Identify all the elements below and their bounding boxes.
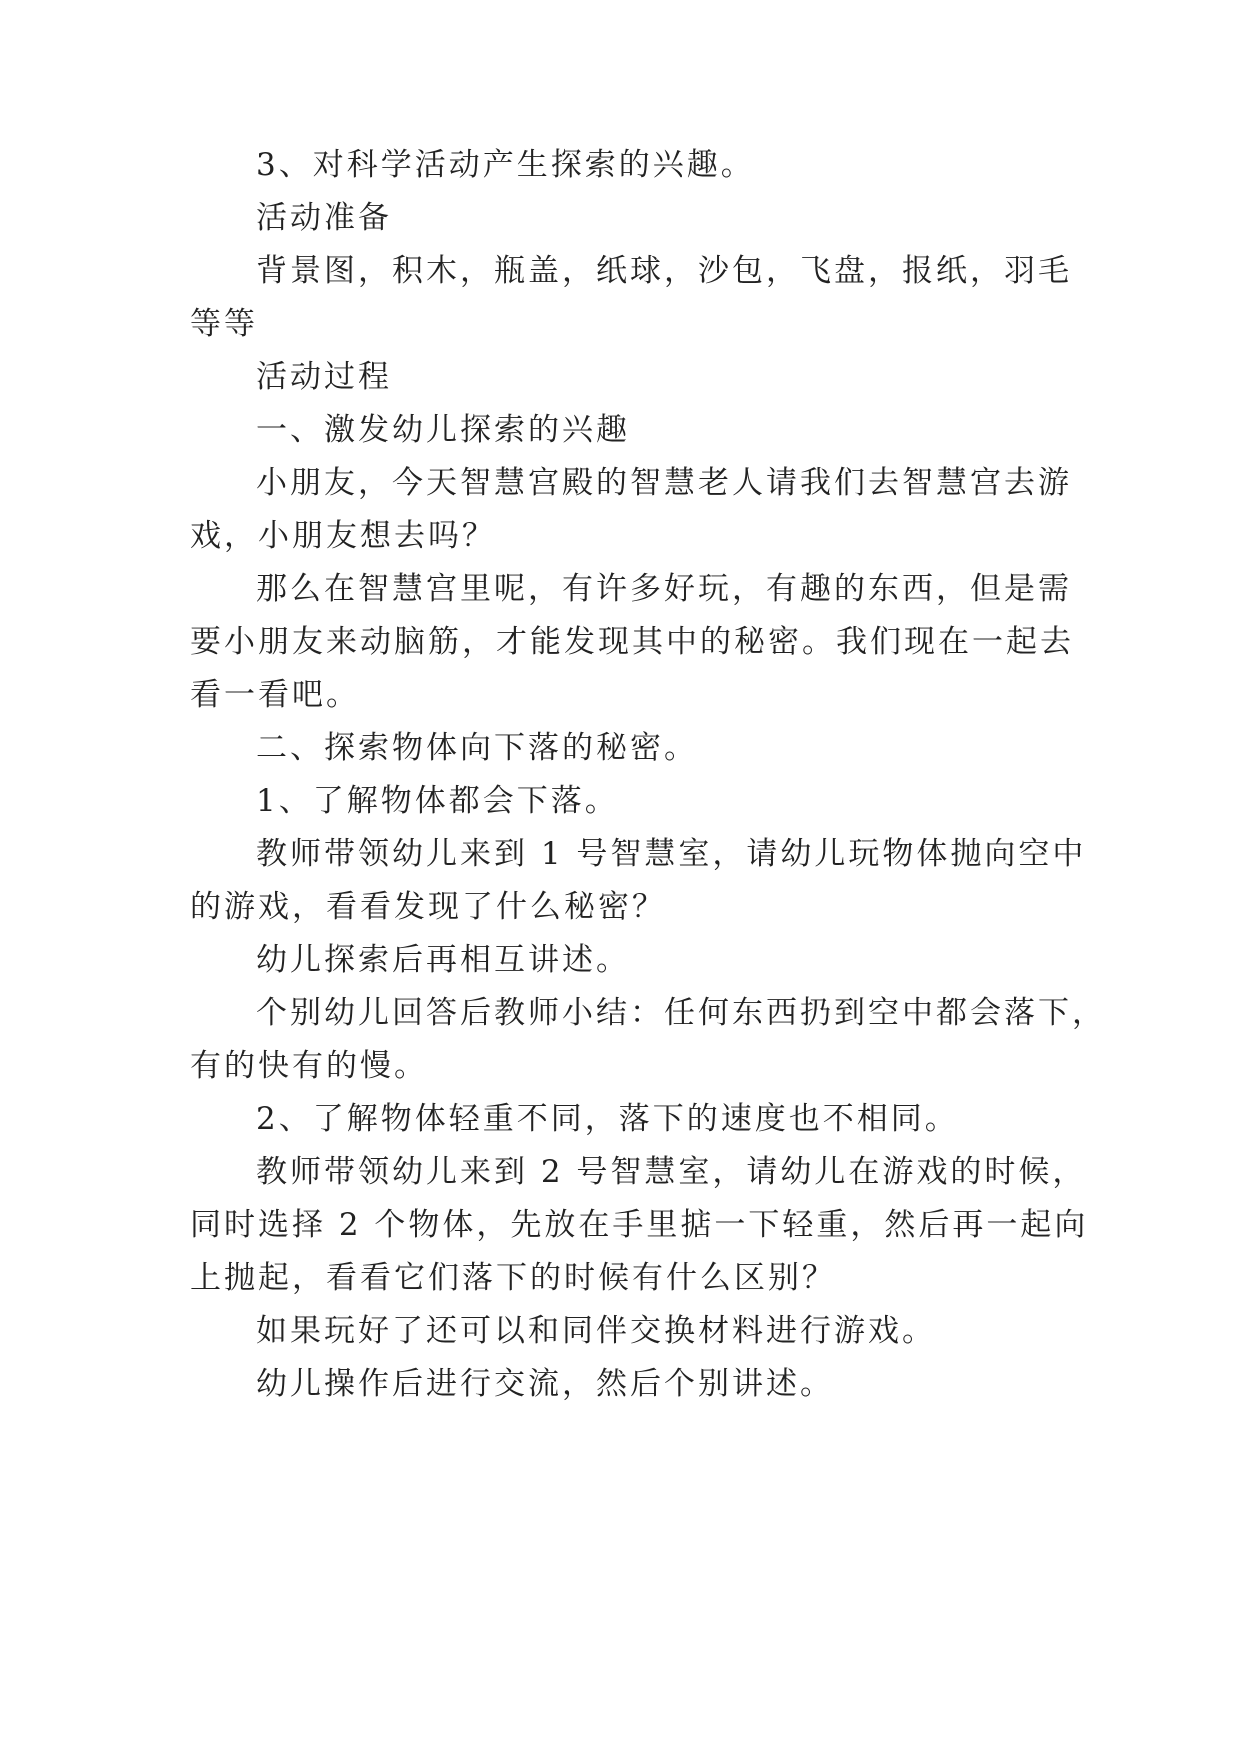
text-line: 同时选择 2 个物体，先放在手里掂一下轻重，然后再一起向 bbox=[190, 1207, 1089, 1243]
text-line: 3、对科学活动产生探索的兴趣。 bbox=[256, 147, 755, 183]
text-line: 等等 bbox=[190, 306, 258, 342]
text-line: 看一看吧。 bbox=[190, 677, 360, 713]
section-heading: 活动准备 bbox=[256, 200, 392, 236]
text-line: 戏，小朋友想去吗？ bbox=[190, 518, 496, 554]
subsection-heading: 二、探索物体向下落的秘密。 bbox=[256, 730, 698, 766]
text-line: 教师带领幼儿来到 2 号智慧室，请幼儿在游戏的时候， bbox=[256, 1154, 1087, 1190]
text-line: 的游戏，看看发现了什么秘密？ bbox=[190, 889, 666, 925]
subsection-heading: 一、激发幼儿探索的兴趣 bbox=[256, 412, 630, 448]
text-line: 个别幼儿回答后教师小结：任何东西扔到空中都会落下， bbox=[256, 995, 1106, 1031]
text-line: 幼儿探索后再相互讲述。 bbox=[256, 942, 630, 978]
text-line: 有的快有的慢。 bbox=[190, 1048, 428, 1084]
text-line: 1、了解物体都会下落。 bbox=[256, 783, 619, 819]
text-line: 小朋友，今天智慧宫殿的智慧老人请我们去智慧宫去游 bbox=[256, 465, 1072, 501]
text-line: 要小朋友来动脑筋，才能发现其中的秘密。我们现在一起去 bbox=[190, 624, 1074, 660]
text-line: 教师带领幼儿来到 1 号智慧室，请幼儿玩物体抛向空中 bbox=[256, 836, 1087, 872]
text-line: 背景图，积木，瓶盖，纸球，沙包，飞盘，报纸，羽毛 bbox=[256, 253, 1072, 289]
text-line: 幼儿操作后进行交流，然后个别讲述。 bbox=[256, 1366, 834, 1402]
text-line: 那么在智慧宫里呢，有许多好玩，有趣的东西，但是需 bbox=[256, 571, 1072, 607]
text-line: 如果玩好了还可以和同伴交换材料进行游戏。 bbox=[256, 1313, 936, 1349]
text-line: 上抛起，看看它们落下的时候有什么区别？ bbox=[190, 1260, 836, 1296]
section-heading: 活动过程 bbox=[256, 359, 392, 395]
text-line: 2、了解物体轻重不同，落下的速度也不相同。 bbox=[256, 1101, 959, 1137]
